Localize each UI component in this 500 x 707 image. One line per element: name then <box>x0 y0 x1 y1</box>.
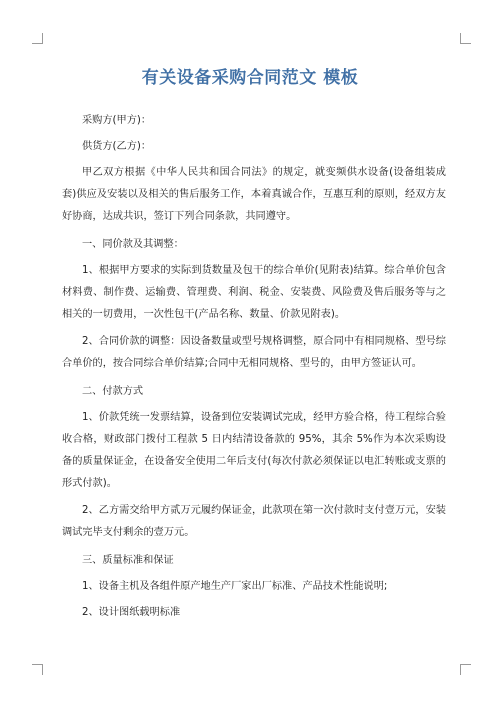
section-heading-payment: 二、付款方式 <box>82 385 144 397</box>
crop-mark-top-left <box>32 33 43 44</box>
paragraph-buyer: 采购方(甲方)： <box>82 115 152 126</box>
section-heading-quality: 三、质量标准和保证 <box>82 554 174 566</box>
section-heading-price: 一、同价款及其调整： <box>82 238 184 250</box>
paragraph-price-1: 1、根据甲方要求的实际到货数量及包干的综合单价(见附表)结算。综合单价包含材料费、制作费、运输费、管理费、利润、税金、安装费、风险费及售后服务等与之相关的一切费用，一次性包干(产品名称、数量、价款见附表)。 <box>62 264 446 320</box>
paragraph-supplier: 供货方(乙方)： <box>82 141 152 152</box>
document-title: 有关设备采购合同范文 模板 <box>141 68 359 88</box>
paragraph-payment-2: 2、乙方需交给甲方贰万元履约保证金，此款项在第一次付款时支付壹万元，安装调试完毕支付剩余的壹万元。 <box>62 505 446 538</box>
crop-mark-bottom-right <box>460 664 471 675</box>
crop-mark-top-right <box>460 33 471 44</box>
paragraph-preamble: 甲乙双方根据《中华人民共和国合同法》的规定，就变频供水设备(设备组装成套)供应及安装以及相关的售后服务工作，本着真诚合作，互惠互利的原则，经双方友好协商，达成共识，签订下列合同条款，共同遵守。 <box>62 167 446 222</box>
paragraph-price-2: 2、合同价款的调整：因设备数量或型号规格调整，原合同中有相同规格、型号综合单价的，按合同综合单价结算;合同中无相同规格、型号的，由甲方签证认可。 <box>62 336 446 369</box>
paragraph-quality-2: 2、设计图纸载明标准 <box>82 606 181 618</box>
paragraph-payment-1: 1、价款凭统一发票结算，设备到位安装调试完成，经甲方验合格，待工程综合验收合格，财政部门拨付工程款 5 日内结清设备款的 95%，其余 5%作为本次采购设备的质量保证金，在设备安全使用二年后支付(每次付款必须保证以电汇转账或支票的形式付款)。 <box>62 411 446 489</box>
paragraph-quality-1: 1、设备主机及各组件原产地生产厂家出厂标准、产品技术性能说明; <box>82 580 388 592</box>
document-body <box>62 110 446 628</box>
crop-mark-bottom-left <box>32 664 43 675</box>
